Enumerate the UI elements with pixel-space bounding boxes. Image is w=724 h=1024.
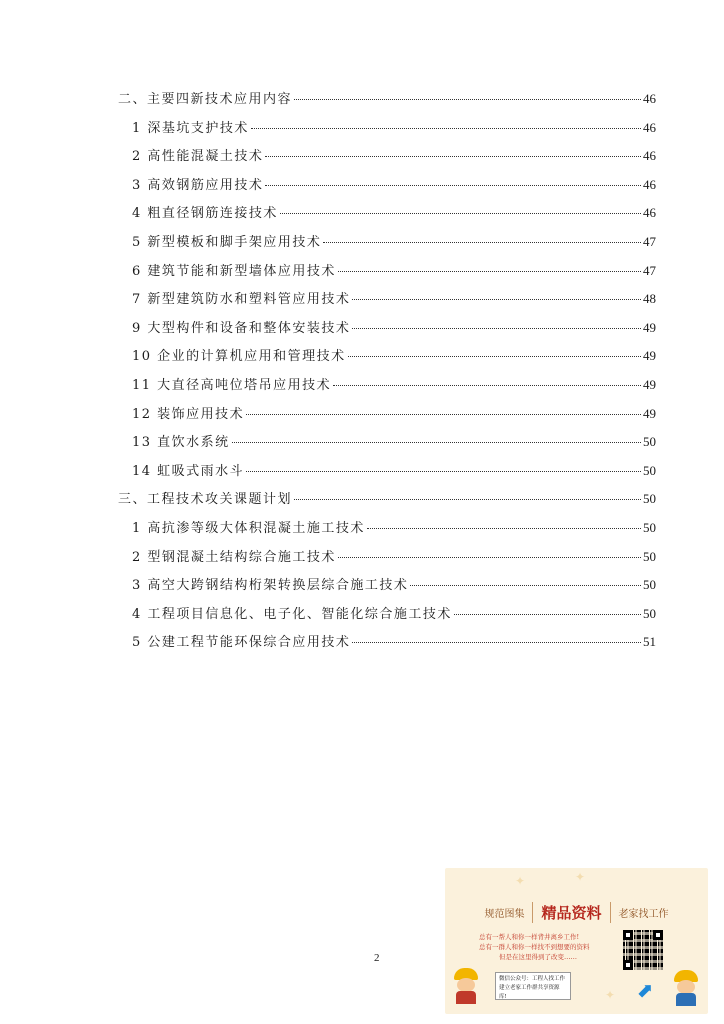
toc-entry[interactable]	[118, 603, 656, 632]
toc-entry-page: 50	[643, 519, 656, 535]
toc-leader-dots	[352, 642, 641, 643]
toc-entry-page: 46	[643, 119, 656, 135]
toc-leader-dots	[338, 271, 641, 272]
table-of-contents	[118, 88, 656, 660]
toc-entry-title: 5 新型模板和脚手架应用技术	[132, 234, 322, 250]
ad-slogan	[479, 932, 629, 962]
toc-leader-dots	[265, 185, 641, 186]
toc-entry[interactable]	[118, 403, 656, 432]
ad-left-label: 规范图集	[484, 908, 525, 920]
toc-leader-dots	[246, 414, 641, 415]
ad-box-line: 微信公众号：工程人找工作	[499, 976, 566, 982]
worker-icon	[451, 968, 481, 1004]
toc-leader-dots	[294, 499, 641, 500]
ad-banner[interactable]	[445, 868, 708, 1014]
ad-header	[445, 898, 708, 926]
toc-entry[interactable]	[118, 488, 656, 517]
toc-entry-page: 48	[643, 291, 656, 307]
toc-leader-dots	[454, 614, 641, 615]
toc-entry-page: 50	[643, 577, 656, 593]
toc-entry-title: 9 大型构件和设备和整体安装技术	[132, 320, 351, 336]
toc-entry-title: 4 粗直径钢筋连接技术	[132, 206, 278, 222]
toc-entry[interactable]	[118, 345, 656, 374]
toc-entry-page: 49	[643, 319, 656, 335]
toc-entry-page: 49	[643, 405, 656, 421]
toc-entry-title: 3 高空大跨钢结构桁架转换层综合施工技术	[132, 578, 409, 594]
toc-leader-dots	[246, 471, 641, 472]
toc-entry-title: 5 公建工程节能环保综合应用技术	[132, 635, 351, 651]
toc-entry[interactable]	[118, 88, 656, 117]
toc-leader-dots	[338, 557, 641, 558]
toc-leader-dots	[410, 585, 641, 586]
toc-entry[interactable]	[118, 546, 656, 575]
page-number: 2	[374, 952, 380, 964]
toc-leader-dots	[265, 156, 641, 157]
toc-entry[interactable]	[118, 260, 656, 289]
toc-entry-page: 50	[643, 548, 656, 564]
toc-entry[interactable]	[118, 431, 656, 460]
toc-entry[interactable]	[118, 374, 656, 403]
toc-entry[interactable]	[118, 317, 656, 346]
ad-slogan-line: 总有一帮人和你一样背井离乡工作!	[479, 933, 580, 941]
toc-entry[interactable]	[118, 117, 656, 146]
toc-entry[interactable]	[118, 574, 656, 603]
toc-entry-title: 2 型钢混凝土结构综合施工技术	[132, 549, 336, 565]
toc-entry[interactable]	[118, 174, 656, 203]
toc-entry[interactable]	[118, 288, 656, 317]
qr-code-icon[interactable]	[623, 930, 663, 970]
toc-entry[interactable]	[118, 631, 656, 660]
toc-entry-title: 10 企业的计算机应用和管理技术	[132, 349, 346, 365]
toc-leader-dots	[323, 242, 641, 243]
toc-entry-title: 13 直饮水系统	[132, 435, 230, 451]
toc-leader-dots	[294, 99, 641, 100]
toc-leader-dots	[280, 213, 641, 214]
worker-icon	[671, 970, 701, 1006]
toc-entry[interactable]	[118, 231, 656, 260]
toc-entry-title: 2 高性能混凝土技术	[132, 149, 264, 165]
toc-leader-dots	[367, 528, 641, 529]
ad-slogan-line: 但是在这里得到了改变……	[499, 953, 577, 961]
toc-entry-page: 50	[643, 462, 656, 478]
toc-leader-dots	[352, 299, 641, 300]
toc-entry-title: 二、主要四新技术应用内容	[118, 92, 293, 107]
ad-headline: 精品资料	[532, 902, 610, 923]
ad-wechat-box	[495, 972, 571, 1000]
toc-entry[interactable]	[118, 517, 656, 546]
toc-entry-title: 4 工程项目信息化、电子化、智能化综合施工技术	[132, 606, 452, 622]
ad-right-label: 老家找工作	[618, 908, 669, 920]
toc-leader-dots	[352, 328, 641, 329]
toc-entry[interactable]	[118, 202, 656, 231]
toc-entry[interactable]	[118, 145, 656, 174]
toc-entry-page: 46	[643, 148, 656, 164]
toc-entry-title: 1 深基坑支护技术	[132, 120, 249, 136]
toc-leader-dots	[251, 128, 641, 129]
ad-box-line: 建立老家工作群共享资源库!	[499, 985, 560, 1000]
toc-entry-page: 50	[643, 491, 656, 507]
toc-entry-title: 12 装饰应用技术	[132, 406, 245, 422]
toc-entry-page: 50	[643, 605, 656, 621]
toc-entry-page: 51	[643, 634, 656, 650]
toc-entry-title: 6 建筑节能和新型墙体应用技术	[132, 263, 336, 279]
toc-entry-page: 50	[643, 434, 656, 450]
toc-entry-page: 49	[643, 348, 656, 364]
toc-entry-page: 47	[643, 233, 656, 249]
toc-entry-title: 三、工程技术攻关课题计划	[118, 492, 293, 508]
toc-entry-title: 7 新型建筑防水和塑料管应用技术	[132, 292, 351, 308]
ad-slogan-line: 总有一群人和你一样找不到想要的资料	[479, 943, 590, 951]
toc-entry[interactable]	[118, 460, 656, 489]
toc-entry-page: 46	[643, 205, 656, 221]
star-icon: ✦	[605, 988, 616, 1002]
toc-entry-page: 46	[643, 176, 656, 192]
toc-entry-title: 1 高抗渗等级大体积混凝土施工技术	[132, 520, 365, 536]
toc-entry-page: 49	[643, 376, 656, 392]
star-icon: ✦	[515, 874, 526, 888]
toc-entry-title: 11 大直径高吨位塔吊应用技术	[132, 377, 332, 393]
arrow-up-icon: ⬈	[637, 978, 654, 1002]
star-icon: ✦	[575, 870, 586, 884]
toc-entry-page: 47	[643, 262, 656, 278]
toc-entry-page: 46	[643, 91, 656, 106]
toc-entry-title: 14 虹吸式雨水斗	[132, 463, 245, 479]
toc-leader-dots	[348, 356, 641, 357]
toc-entry-title: 3 高效钢筋应用技术	[132, 177, 264, 193]
toc-leader-dots	[333, 385, 641, 386]
toc-leader-dots	[232, 442, 641, 443]
